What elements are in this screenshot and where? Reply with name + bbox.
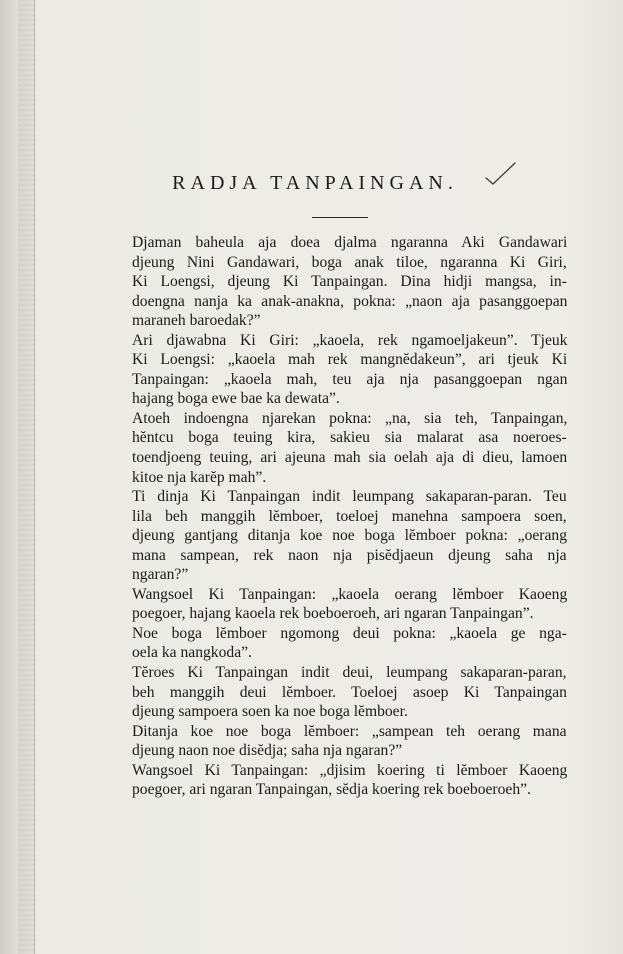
text-line: ngaran?” <box>132 566 189 584</box>
body-text <box>111 233 567 800</box>
page-title: RADJA TANPAINGAN. <box>172 172 458 194</box>
text-line: djeung Nini Gandawari, boga anak tiloe, ngaranna Ki Giri, <box>132 253 567 271</box>
text-line: djeung sampoera soen ka noe boga lĕmboer. <box>132 703 408 721</box>
title-divider <box>312 217 368 218</box>
text-line: poegoer, ari ngaran Tanpaingan, sĕdja koering rek boeboeroeh”. <box>132 781 531 799</box>
paragraph <box>111 331 567 409</box>
text-line: mana sampean, rek naon nja pisĕdjaeun djeung saha nja <box>132 546 567 564</box>
paragraph <box>111 487 567 585</box>
text-line: Ti dinja Ki Tanpaingan indit leumpang sakaparan-paran. Teu <box>132 488 567 506</box>
text-line: djeung gantjang ditanja koe noe boga lĕmboer pokna: „oerang <box>132 527 568 545</box>
paragraph <box>111 663 567 722</box>
text-line: toendjoeng teuing, ari ajeuna mah sia oelah aja di dieu, lamoen <box>132 449 568 467</box>
text-line: Atoeh indoengna njarekan pokna: „na, sia teh, Tanpaingan, <box>132 409 568 427</box>
paragraph <box>111 409 567 487</box>
text-line: beh manggih deui lĕmboer. Toeloej asoep Ki Tanpaingan <box>132 683 567 701</box>
paragraph <box>111 624 567 663</box>
text-line: djeung naon noe disĕdja; saha nja ngaran?” <box>132 742 403 760</box>
text-line: Tanpaingan: „kaoela mah, teu aja nja pasanggoepan ngan <box>132 370 568 388</box>
text-line: Noe boga lĕmboer ngomong deui pokna: „kaoela ge nga- <box>132 624 567 642</box>
text-line: oela ka nangkoda”. <box>132 644 252 662</box>
paragraph <box>111 722 567 761</box>
text-line: Wangsoel Ki Tanpaingan: „djisim koering ti lĕmboer Kaoeng <box>132 761 568 779</box>
paragraph <box>111 761 567 800</box>
text-line: Ditanja koe noe boga lĕmboer: „sampean teh oerang mana <box>132 722 567 740</box>
paragraph <box>111 585 567 624</box>
text-line: Tĕroes Ki Tanpaingan indit deui, leumpang sakaparan-paran, <box>132 664 567 682</box>
paragraph <box>111 233 567 331</box>
text-line: lila beh manggih lĕmboer, toeloej manehna sampoera soen, <box>132 507 567 525</box>
page-binding-edge <box>18 0 35 954</box>
check-mark-icon <box>484 160 518 190</box>
text-line: Ki Loengsi: „kaoela mah rek mangnĕdakeun”, ari tjeuk Ki <box>132 351 568 369</box>
text-line: doengna nanja ka anak-anakna, pokna: „naon aja pasanggoepan <box>132 292 568 310</box>
text-line: hĕntcu boga teuing kira, sakieu sia malarat asa noeroes- <box>132 429 567 447</box>
text-line: maraneh baroedak?” <box>132 312 261 330</box>
text-line: Ari djawabna Ki Giri: „kaoela, rek ngamoeljakeun”. Tjeuk <box>132 331 568 349</box>
text-line: poegoer, hajang kaoela rek boeboeroeh, ari ngaran Tanpaingan”. <box>132 605 534 623</box>
text-line: Djaman baheula aja doea djalma ngaranna Aki Gandawari <box>132 234 568 251</box>
text-line: Wangsoel Ki Tanpaingan: „kaoela oerang lĕmboer Kaoeng <box>132 585 568 603</box>
text-line: kitoe nja karĕp mah”. <box>132 468 267 486</box>
text-line: Ki Loengsi, djeung Ki Tanpaingan. Dina hidji mangsa, in- <box>132 273 567 291</box>
text-line: hajang boga ewe bae ka dewata”. <box>132 390 340 408</box>
